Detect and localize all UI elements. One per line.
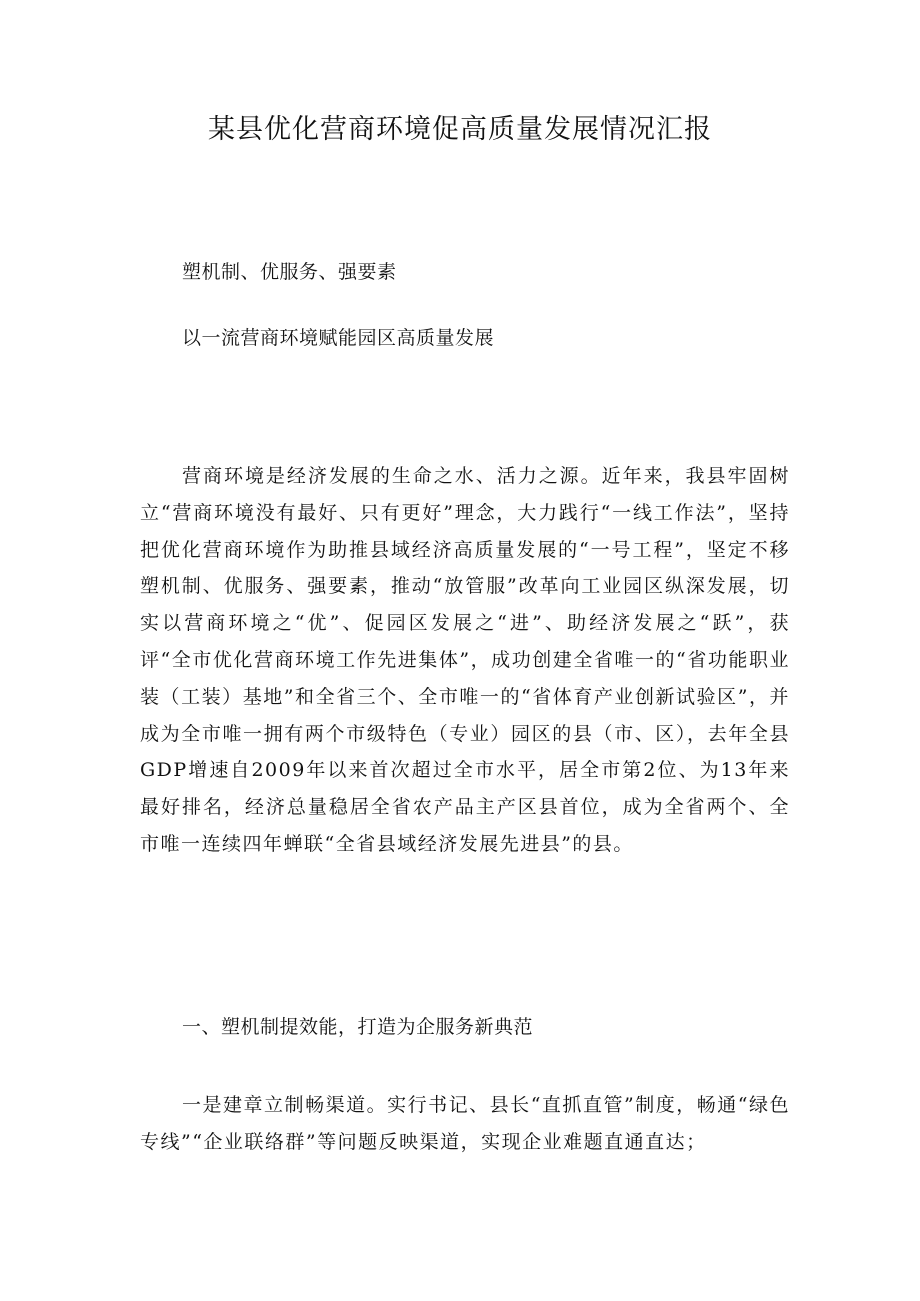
subtitle-line-2: 以一流营商环境赋能园区高质量发展 <box>182 327 495 349</box>
section-1-heading: 一、塑机制提效能，打造为企服务新典范 <box>182 1016 534 1038</box>
intro-paragraph: 营商环境是经济发展的生命之水、活力之源。近年来，我县牢固树立“营商环境没有最好、只有更好”理念，大力践行“一线工作法”，坚持把优化营商环境作为助推县域经济高质量发展的“一号工程”，坚定不移塑机制、优服务、强要素，推动“放管服”改革向工业园区纵深发展，切实以营商环境之“优”、促园区发展之“进”、助经济发展之“跃”，获评“全市优化营商环境工作先进集体”，成功创建全省唯一的“省功能职业装（工装）基地”和全省三个、全市唯一的“省体育产业创新试验区”，并成为全市唯一拥有两个市级特色（专业）园区的县（市、区），去年全县GDP增速自2009年以来首次超过全市水平，居全市第2位、为13年来最好排名，经济总量稳居全省农产品主产区县首位，成为全省两个、全市唯一连续四年蝉联“全省县域经济发展先进县”的县。 <box>140 465 790 855</box>
document-title: 某县优化营商环境促高质量发展情况汇报 <box>208 114 712 145</box>
section-1-paragraph: 一是建章立制畅渠道。实行书记、县长“直抓直管”制度，畅通“绿色专线”“企业联络群”等问题反映渠道，实现企业难题直通直达； <box>140 1094 790 1153</box>
subtitle-line-1: 塑机制、优服务、强要素 <box>182 261 397 283</box>
